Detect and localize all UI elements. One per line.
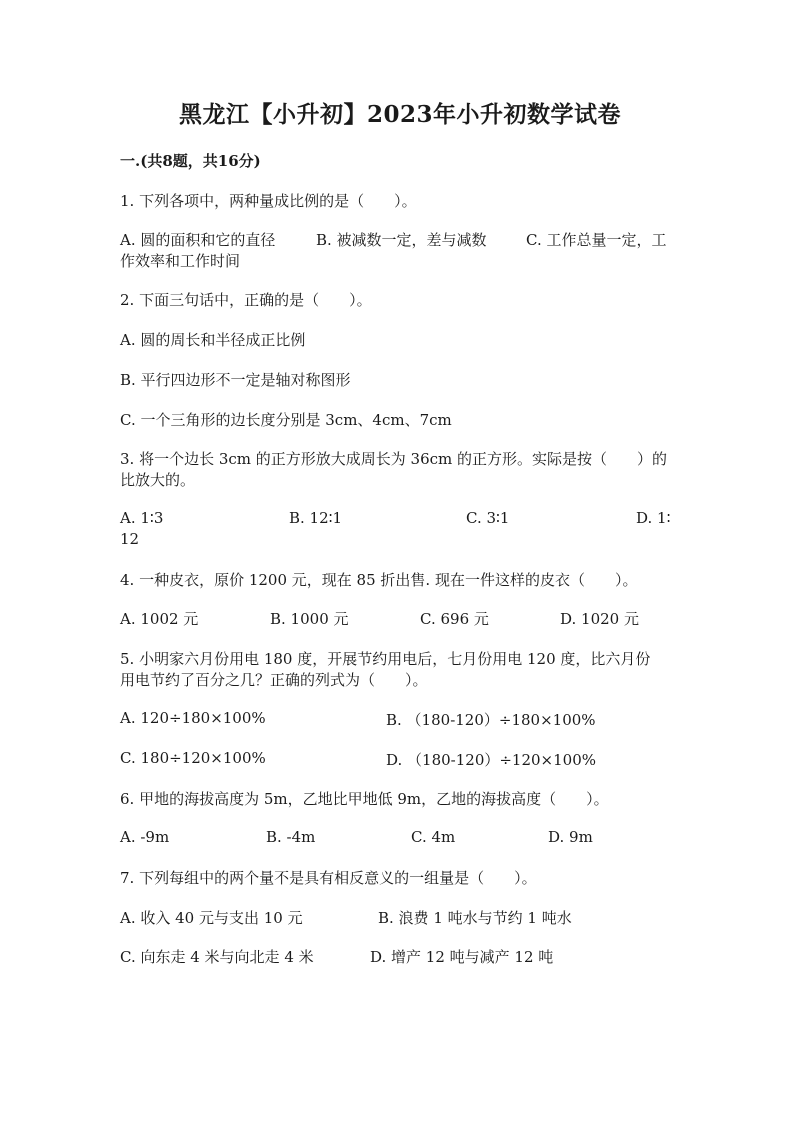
section-heading: 一.(共8题，共16分): [120, 152, 261, 170]
question-4-stem: 4. 一种皮衣，原价 1200 元，现在 85 折出售. 现在一件这样的皮衣（ ）。: [120, 571, 638, 589]
question-6-option-b: B. -4m: [266, 828, 316, 846]
question-2-option-b: B. 平行四边形不一定是轴对称图形: [120, 371, 351, 389]
page-title: 黑龙江【小升初】2023年小升初数学试卷: [178, 101, 621, 128]
question-1-option-c: C. 工作总量一定，工: [526, 231, 667, 249]
question-4-option-d: D. 1020 元: [560, 610, 639, 628]
question-3-option-c: C. 3∶1: [466, 509, 510, 527]
question-6-option-d: D. 9m: [548, 828, 593, 846]
question-4-option-b: B. 1000 元: [270, 610, 349, 628]
question-5-option-a: A. 120÷180×100%: [120, 709, 266, 727]
question-6-option-c: C. 4m: [411, 828, 456, 846]
question-3-option-b: B. 12∶1: [289, 509, 343, 527]
question-6-option-a: A. -9m: [120, 828, 170, 846]
question-3-stem: 3. 将一个边长 3cm 的正方形放大成周长为 36cm 的正方形。实际是按（ ）的: [120, 450, 668, 468]
question-3-option-a: A. 1∶3: [120, 509, 164, 527]
question-7-stem: 7. 下列每组中的两个量不是具有相反意义的一组量是（ ）。: [120, 869, 537, 887]
question-3-option-d-cont: 12: [120, 530, 140, 548]
question-5-option-b: B. （180-120）÷180×100%: [386, 711, 596, 729]
question-3-stem-cont: 比放大的。: [120, 471, 196, 489]
question-3-option-d: D. 1∶: [636, 509, 671, 527]
question-7-option-b: B. 浪费 1 吨水与节约 1 吨水: [378, 909, 572, 927]
question-5-stem-cont: 用电节约了百分之几？正确的列式为（ ）。: [120, 671, 428, 689]
question-5-stem: 5. 小明家六月份用电 180 度，开展节约用电后，七月份用电 120 度，比六月份: [120, 650, 651, 668]
question-5-option-d: D. （180-120）÷120×100%: [386, 751, 597, 769]
question-2-option-c: C. 一个三角形的边长度分别是 3cm、4cm、7cm: [120, 411, 452, 429]
question-1-option-c-cont: 作效率和工作时间: [120, 252, 241, 270]
question-7-option-d: D. 增产 12 吨与减产 12 吨: [370, 948, 554, 966]
question-7-option-a: A. 收入 40 元与支出 10 元: [120, 909, 303, 927]
question-1-option-b: B. 被减数一定，差与减数: [316, 231, 487, 249]
question-1-stem: 1. 下列各项中，两种量成比例的是（ ）。: [120, 192, 417, 210]
question-7-option-c: C. 向东走 4 米与向北走 4 米: [120, 948, 314, 966]
question-4-option-a: A. 1002 元: [120, 610, 199, 628]
question-2-option-a: A. 圆的周长和半径成正比例: [120, 331, 306, 349]
question-5-option-c: C. 180÷120×100%: [120, 749, 266, 767]
question-1-option-a: A. 圆的面积和它的直径: [120, 231, 276, 249]
question-6-stem: 6. 甲地的海拔高度为 5m，乙地比甲地低 9m，乙地的海拔高度（ ）。: [120, 790, 609, 808]
question-4-option-c: C. 696 元: [420, 610, 489, 628]
question-2-stem: 2. 下面三句话中，正确的是（ ）。: [120, 291, 372, 309]
